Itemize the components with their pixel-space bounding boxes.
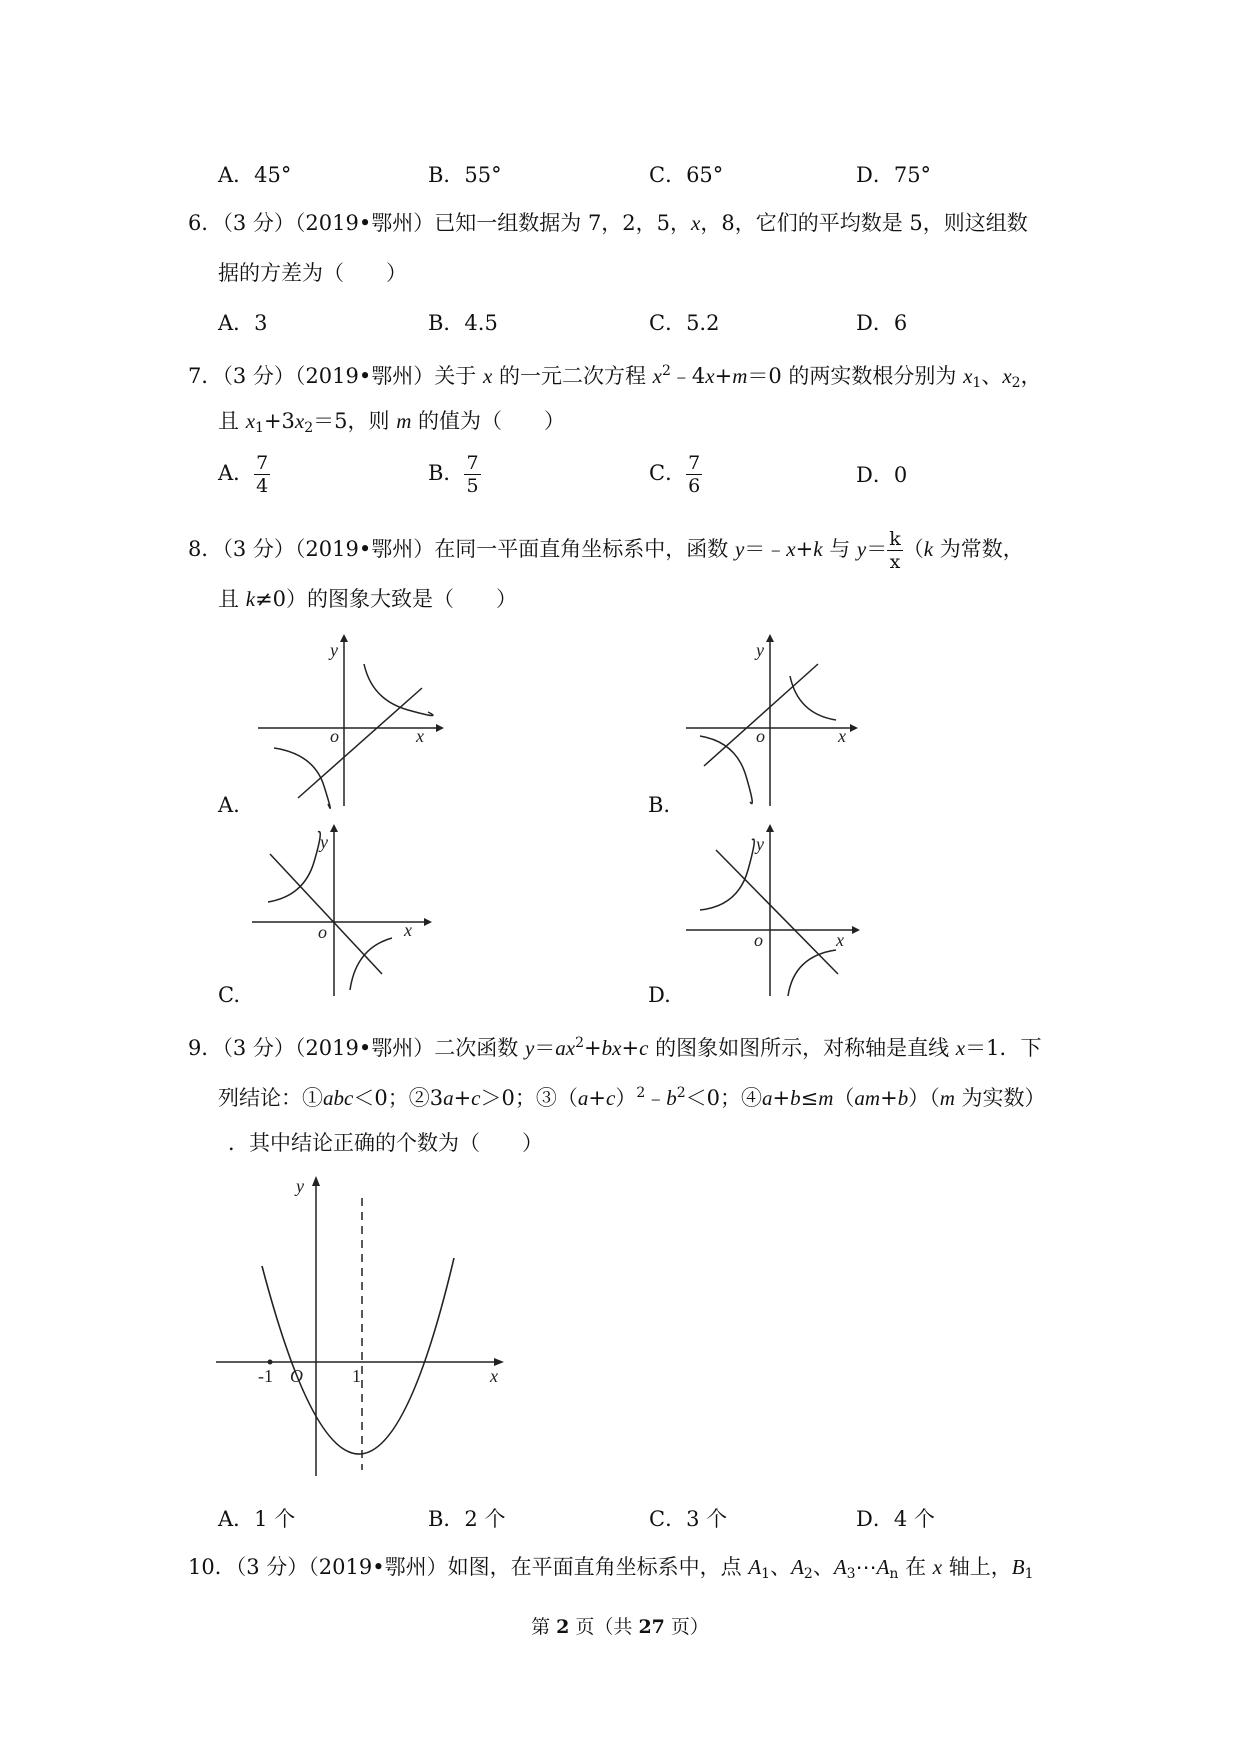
q9-parabola-graph bbox=[216, 1176, 506, 1480]
q8-option-c: C. bbox=[218, 983, 240, 1007]
origin-label: O bbox=[290, 1366, 303, 1386]
q9-option-d: D．4 个 bbox=[856, 1507, 935, 1531]
q8-graph-c bbox=[252, 826, 432, 998]
q8-line1: 8．（3 分）（2019•鄂州）在同一平面直角坐标系中，函数 y＝﹣x+k 与 y＝ $\frac{k}{x}$ （k 为常数， bbox=[188, 528, 1024, 573]
q7-option-a: A． $\frac{7}{4}$ bbox=[218, 452, 269, 497]
q7-option-b: B． $\frac{7}{5}$ bbox=[428, 452, 479, 497]
q8-graph-b bbox=[686, 636, 866, 808]
q6-option-c: C．5.2 bbox=[649, 311, 720, 335]
x-axis-label: x bbox=[404, 920, 412, 940]
q8-graph-d bbox=[686, 826, 866, 998]
q9-line1: 9．（3 分）（2019•鄂州）二次函数 $y=ax^2+bx+c$ 的图象如图所示，对称轴是直线 x＝1．下 bbox=[188, 1035, 1042, 1060]
q6-option-d: D．6 bbox=[856, 311, 908, 335]
q6-line2: 据的方差为（ ） bbox=[218, 261, 407, 285]
origin-label: o bbox=[754, 930, 763, 950]
q5-option-d: D．75° bbox=[856, 163, 932, 187]
y-axis-label: y bbox=[756, 834, 764, 854]
q9-line3: ．其中结论正确的个数为（ ） bbox=[228, 1131, 543, 1155]
tick-neg1: -1 bbox=[258, 1366, 273, 1386]
q5-option-a: A．45° bbox=[218, 163, 292, 187]
origin-label: o bbox=[330, 726, 339, 746]
q8-option-b: B. bbox=[648, 793, 671, 817]
q10-line1: 10．（3 分）（2019•鄂州）如图，在平面直角坐标系中，点 $A_1$、$A_2$、$A_3\cdots A_n$ 在 x 轴上，$B_1$ bbox=[188, 1555, 1034, 1582]
q7-line1: 7．（3 分）（2019•鄂州）关于 x 的一元二次方程 $x^2﹣4x+m=0$ 的两实数根分别为 $x_1$、$x_2$， bbox=[188, 363, 1042, 391]
q8-graph-a bbox=[258, 636, 438, 808]
x-axis-label: x bbox=[838, 726, 846, 746]
y-axis-label: y bbox=[756, 640, 764, 660]
tick-1: 1 bbox=[352, 1366, 361, 1386]
q9-option-a: A．1 个 bbox=[218, 1507, 296, 1531]
q8-option-d: D. bbox=[648, 983, 671, 1007]
q9-option-b: B．2 个 bbox=[428, 1507, 506, 1531]
q7-option-c: C． $\frac{7}{6}$ bbox=[649, 452, 701, 497]
q6-option-a: A．3 bbox=[218, 311, 268, 335]
x-axis-label: x bbox=[490, 1366, 498, 1386]
q7-option-d: D．0 bbox=[856, 463, 908, 487]
q6-option-b: B．4.5 bbox=[428, 311, 498, 335]
q6-line1: 6．（3 分）（2019•鄂州）已知一组数据为 7，2，5，x，8，它们的平均数是 5，则这组数 bbox=[188, 211, 1028, 235]
origin-label: o bbox=[318, 922, 327, 942]
q9-line2: 列结论：①abc＜0；②3a+c＞0；$③(a+c)^2﹣b^2<0$；④a+b≤m（am+b）（m 为实数） bbox=[218, 1085, 1046, 1110]
origin-label: o bbox=[756, 726, 765, 746]
q5-option-b: B．55° bbox=[428, 163, 502, 187]
page-footer: 第 2 页（共 27 页） bbox=[531, 1616, 709, 1638]
q7-line2: 且 $x_1+3x_2=5$，则 m 的值为（ ） bbox=[218, 409, 566, 436]
x-axis-label: x bbox=[416, 726, 424, 746]
x-axis-label: x bbox=[836, 930, 844, 950]
q9-option-c: C．3 个 bbox=[649, 1507, 728, 1531]
y-axis-label: y bbox=[320, 832, 328, 852]
q5-option-c: C．65° bbox=[649, 163, 724, 187]
y-axis-label: y bbox=[330, 640, 338, 660]
q8-option-a: A. bbox=[218, 793, 240, 817]
y-axis-label: y bbox=[296, 1176, 304, 1196]
q8-line2: 且 k≠0）的图象大致是（ ） bbox=[218, 587, 517, 611]
